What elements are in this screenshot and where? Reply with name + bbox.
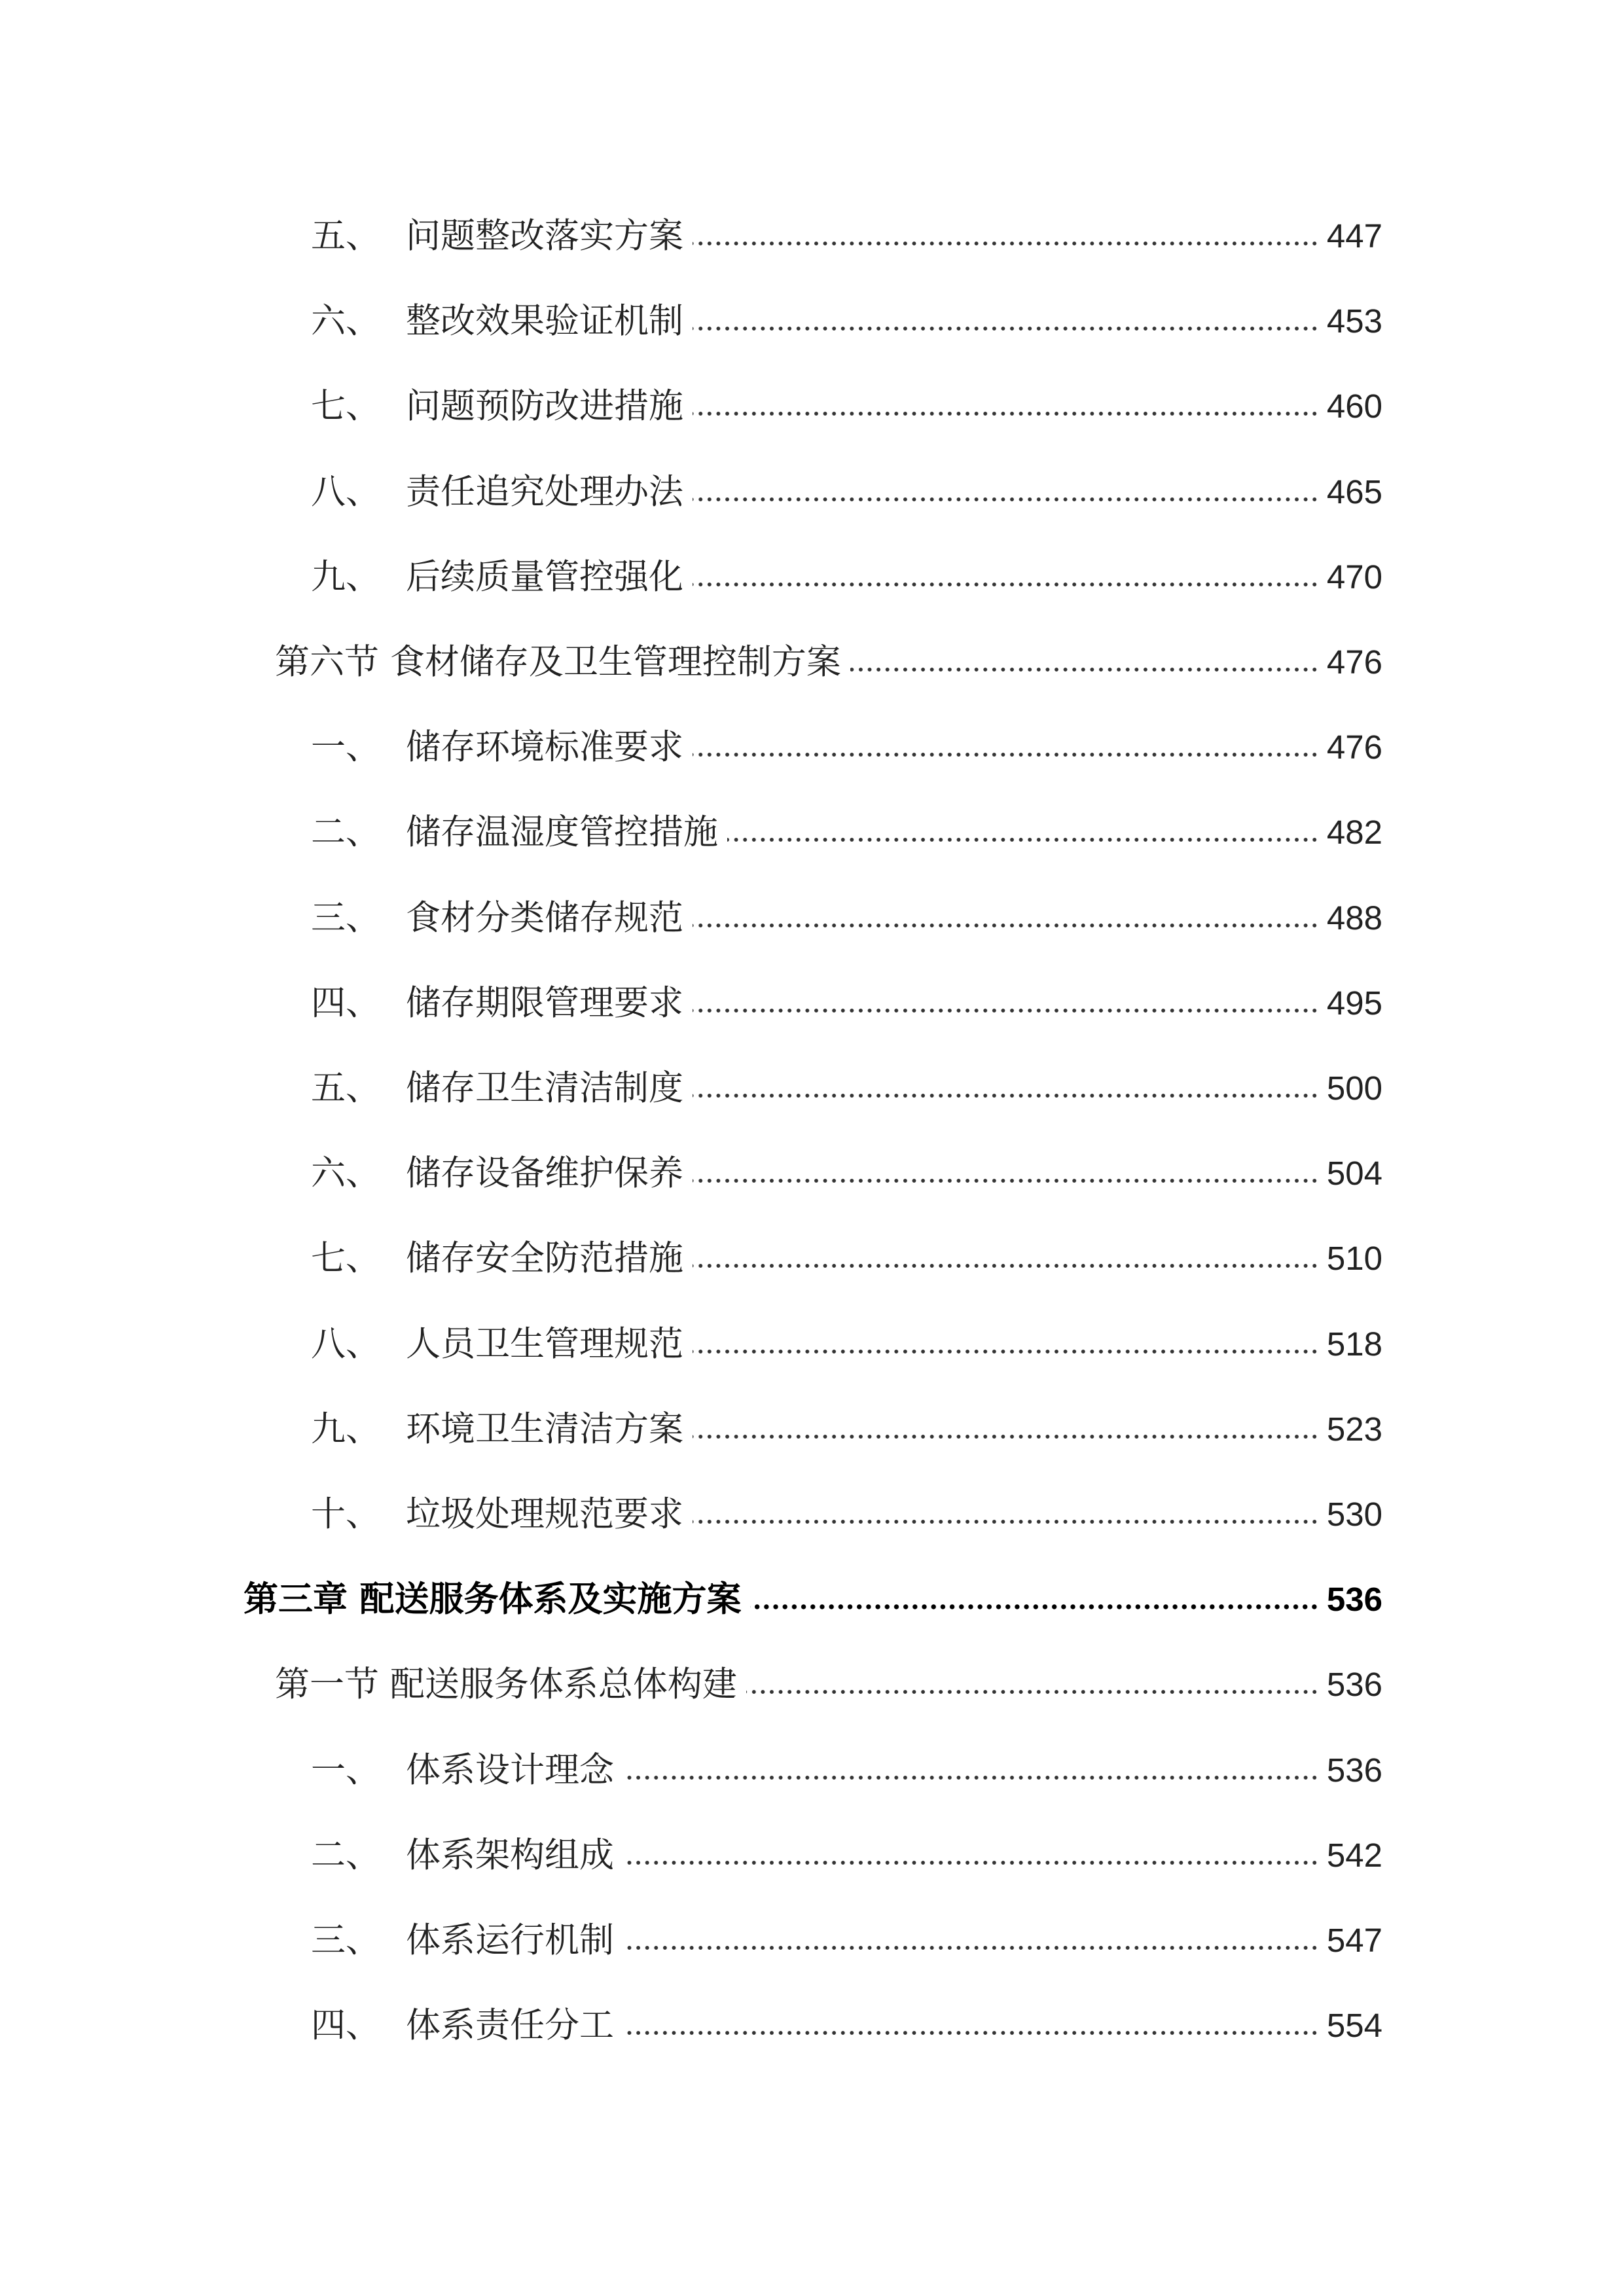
toc-entry-number: 七、 <box>311 386 380 426</box>
toc-dot-leader <box>693 241 1319 246</box>
toc-dot-leader <box>623 2030 1319 2036</box>
toc-page-number: 500 <box>1326 1069 1382 1107</box>
toc-entry-item[interactable] <box>0 288 1624 353</box>
toc-entry-number: 五、 <box>311 1067 380 1108</box>
toc-entry-item[interactable] <box>0 970 1624 1035</box>
toc-page-number: 460 <box>1326 387 1382 425</box>
toc-dot-leader <box>693 1263 1319 1268</box>
toc-entry-title: 储存设备维护保养 <box>406 1153 683 1193</box>
toc-page-number: 476 <box>1326 728 1382 766</box>
toc-page-number: 547 <box>1326 1921 1382 1959</box>
toc-dot-leader <box>693 1008 1319 1013</box>
toc-entry-number: 三、 <box>311 897 380 938</box>
toc-page-number: 542 <box>1326 1836 1382 1874</box>
toc-entry-title: 储存环境标准要求 <box>406 726 683 767</box>
toc-entry-number: 八、 <box>311 1323 380 1364</box>
toc-dot-leader <box>623 1775 1319 1780</box>
toc-entry-item[interactable] <box>0 1055 1624 1121</box>
toc-page-number: 536 <box>1326 1665 1382 1703</box>
toc-entry-item[interactable] <box>0 1311 1624 1376</box>
toc-dot-leader <box>727 837 1319 842</box>
toc-entry-item[interactable] <box>0 714 1624 780</box>
toc-dot-leader <box>850 667 1319 672</box>
toc-dot-leader <box>750 1604 1319 1609</box>
toc-page-number: 536 <box>1326 1751 1382 1789</box>
toc-dot-leader <box>693 752 1319 757</box>
toc-entry-title: 后续质量管控强化 <box>406 556 683 597</box>
toc-entry-title: 储存卫生清洁制度 <box>406 1067 683 1108</box>
toc-entry-number: 八、 <box>311 471 380 512</box>
toc-entry-item[interactable] <box>0 1907 1624 1973</box>
toc-page-number: 476 <box>1326 643 1382 681</box>
toc-dot-leader <box>623 1860 1319 1865</box>
toc-dot-leader <box>693 1093 1319 1098</box>
toc-entry-item[interactable] <box>0 1737 1624 1803</box>
toc-page-number: 518 <box>1326 1325 1382 1363</box>
toc-entry-title: 体系设计理念 <box>406 1749 614 1790</box>
toc-entry-number: 十、 <box>311 1494 380 1534</box>
toc-entry-title: 储存期限管理要求 <box>406 982 683 1023</box>
toc-page-number: 523 <box>1326 1410 1382 1448</box>
toc-entry-title: 人员卫生管理规范 <box>406 1323 683 1364</box>
toc-dot-leader <box>693 497 1319 502</box>
toc-entry-title: 体系责任分工 <box>406 2005 614 2045</box>
toc-page-number: 465 <box>1326 473 1382 511</box>
toc-entry-item[interactable] <box>0 203 1624 268</box>
toc-entry-number: 二、 <box>311 812 380 852</box>
toc-entry-title: 第三章 配送服务体系及实施方案 <box>244 1579 742 1619</box>
toc-entry-title: 第一节 配送服务体系总体构建 <box>275 1664 737 1704</box>
toc-entry-chapter[interactable] <box>0 1566 1624 1632</box>
toc-entry-number: 六、 <box>311 1153 380 1193</box>
toc-page-number: 447 <box>1326 217 1382 255</box>
toc-page-number: 554 <box>1326 2006 1382 2044</box>
toc-dot-leader <box>693 1519 1319 1524</box>
toc-entry-number: 三、 <box>311 1920 380 1960</box>
toc-page-number: 504 <box>1326 1154 1382 1192</box>
toc-entry-item[interactable] <box>0 1396 1624 1462</box>
toc-entry-number: 七、 <box>311 1238 380 1278</box>
toc-entry-title: 体系架构组成 <box>406 1835 614 1875</box>
toc-entry-title: 储存温湿度管控措施 <box>406 812 718 852</box>
toc-entry-number: 四、 <box>311 2005 380 2045</box>
toc-entry-item[interactable] <box>0 1822 1624 1888</box>
toc-entry-title: 储存安全防范措施 <box>406 1238 683 1278</box>
toc-entry-number: 一、 <box>311 726 380 767</box>
toc-page-number: 536 <box>1326 1580 1382 1618</box>
toc-entry-item[interactable] <box>0 373 1624 439</box>
toc-entry-title: 责任追究处理办法 <box>406 471 683 512</box>
toc-entry-section[interactable] <box>0 629 1624 694</box>
toc-dot-leader <box>693 326 1319 331</box>
toc-entry-number: 六、 <box>311 300 380 341</box>
toc-entry-number: 五、 <box>311 215 380 256</box>
toc-entry-item[interactable] <box>0 885 1624 950</box>
toc-page-number: 510 <box>1326 1239 1382 1277</box>
toc-page-number: 530 <box>1326 1495 1382 1533</box>
toc-page-number: 488 <box>1326 899 1382 937</box>
toc-entry-item[interactable] <box>0 1225 1624 1291</box>
toc-entry-item[interactable] <box>0 799 1624 865</box>
toc-entry-item[interactable] <box>0 1481 1624 1547</box>
toc-entry-number: 九、 <box>311 556 380 597</box>
toc-dot-leader <box>693 411 1319 416</box>
toc-dot-leader <box>693 582 1319 587</box>
toc-page-number: 453 <box>1326 302 1382 340</box>
toc-entry-title: 整改效果验证机制 <box>406 300 683 341</box>
toc-page-number: 495 <box>1326 984 1382 1022</box>
toc-entry-number: 二、 <box>311 1835 380 1875</box>
toc-dot-leader <box>693 1349 1319 1354</box>
toc-entry-title: 环境卫生清洁方案 <box>406 1408 683 1449</box>
toc-dot-leader <box>693 1178 1319 1183</box>
toc-page-number: 482 <box>1326 813 1382 851</box>
toc-entry-title: 垃圾处理规范要求 <box>406 1494 683 1534</box>
toc-entry-item[interactable] <box>0 1140 1624 1206</box>
toc-entry-item[interactable] <box>0 459 1624 524</box>
toc-page-number: 470 <box>1326 558 1382 596</box>
toc-dot-leader <box>746 1689 1319 1695</box>
toc-entry-title: 问题预防改进措施 <box>406 386 683 426</box>
toc-entry-title: 问题整改落实方案 <box>406 215 683 256</box>
toc-entry-item[interactable] <box>0 544 1624 609</box>
toc-dot-leader <box>623 1945 1319 1950</box>
toc-dot-leader <box>693 1434 1319 1439</box>
toc-entry-number: 九、 <box>311 1408 380 1449</box>
toc-entry-section[interactable] <box>0 1651 1624 1717</box>
toc-entry-title: 第六节 食材储存及卫生管理控制方案 <box>275 641 841 682</box>
toc-entry-title: 食材分类储存规范 <box>406 897 683 938</box>
toc-entry-item[interactable] <box>0 1992 1624 2058</box>
toc-dot-leader <box>693 923 1319 928</box>
toc-entry-number: 一、 <box>311 1749 380 1790</box>
toc-entry-number: 四、 <box>311 982 380 1023</box>
toc-entry-title: 体系运行机制 <box>406 1920 614 1960</box>
